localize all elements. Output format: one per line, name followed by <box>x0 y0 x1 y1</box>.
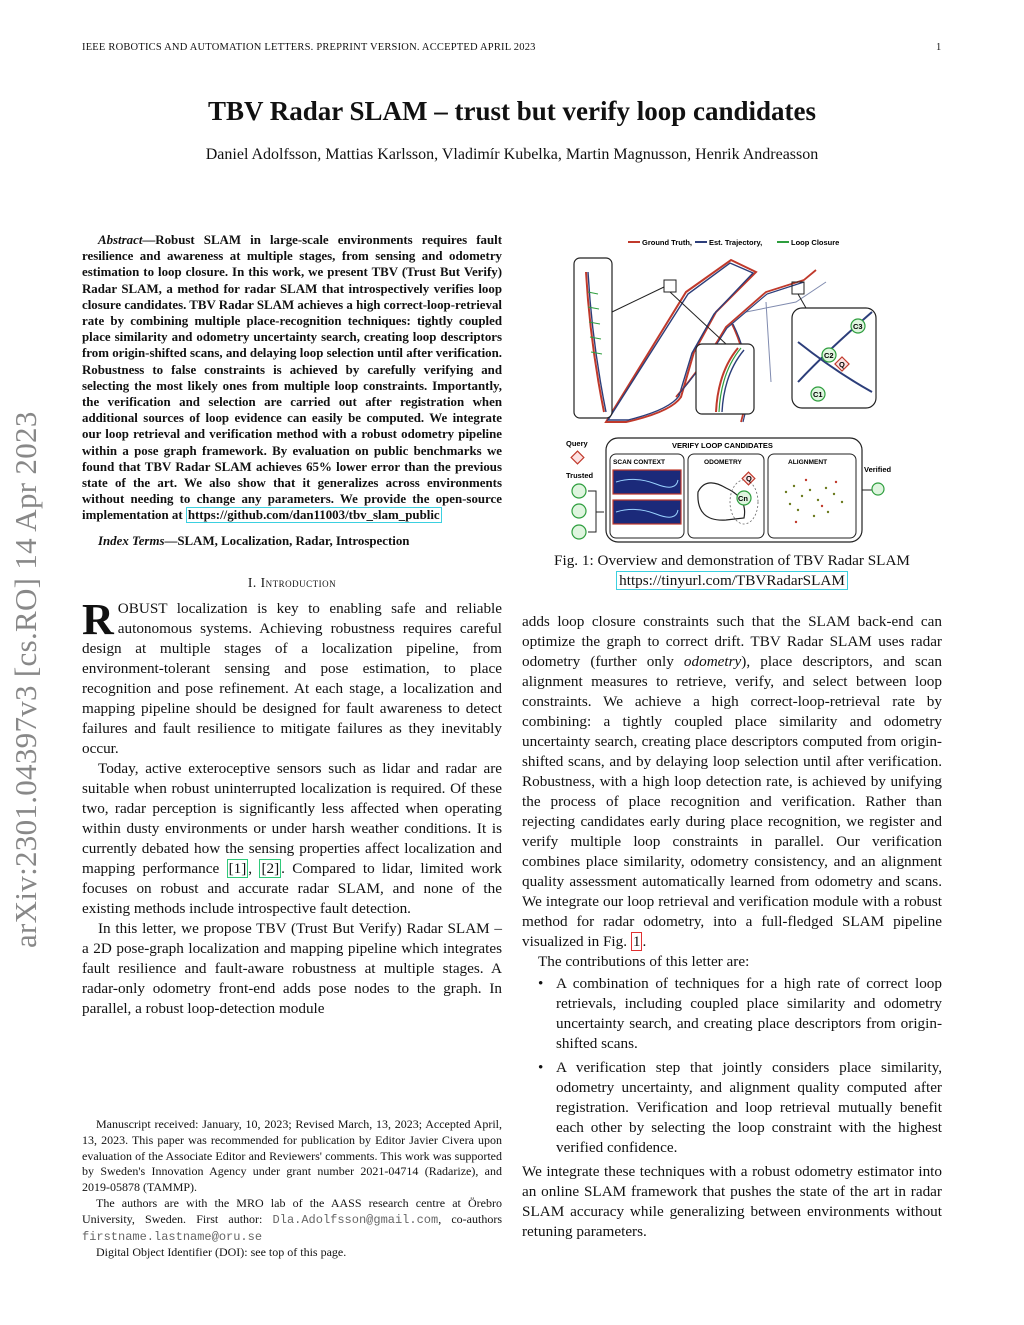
scan-context-label: SCAN CONTEXT <box>613 459 666 466</box>
figure-caption-text: Fig. 1: Overview and demonstration of TBV Radar SLAM <box>554 552 910 569</box>
footnote-manuscript: Manuscript received: January, 10, 2023; Revised March, 13, 2023; Accepted April, 13, 2023. This paper was recommended for publication by Editor Javier Civera upon evaluation of the Associate Editor and Reviewers' comments. This work was supported by Sweden's Innovation Agency under grant number 2021-04714 (Radarize), and 2019-05878 (TAMMP). <box>82 1117 502 1195</box>
index-terms-label: Index Terms <box>98 533 165 548</box>
figure-ref-1[interactable]: 1 <box>632 933 641 950</box>
footnote-doi: Digital Object Identifier (DOI): see top of this page. <box>96 1245 347 1260</box>
alignment-label: ALIGNMENT <box>788 459 828 466</box>
right-p1-emphasis: odometry <box>683 653 742 670</box>
citation-ref-1[interactable]: [1] <box>228 859 247 877</box>
contributions-intro: The contributions of this letter are: <box>538 953 750 970</box>
odometry-cn-label: Cn <box>738 494 748 503</box>
citation-ref-2[interactable]: [2] <box>261 859 280 877</box>
trusted-c3-marker <box>572 525 586 539</box>
intro-paragraph-1 <box>82 594 502 759</box>
trusted-c2-marker <box>572 504 586 518</box>
intro-paragraph-2 <box>82 759 502 919</box>
inset-loop-detail-middle <box>670 292 754 414</box>
legend-ground-truth: Ground Truth, <box>642 238 692 247</box>
contribution-bullet-2: • A verification step that jointly considers place similarity, odometry uncertainty, and alignment quality computed after registration. Verification and loop retrieval mutually benefit each other by selecting the loop constraint with the highest verified confidence. <box>522 1058 942 1158</box>
candidate-c1-label: C1 <box>813 390 823 399</box>
right-paragraph-3: We integrate these techniques with a robust odometry estimator into an online SLAM framework that pushes the state of the art in radar SLAM accuracy while generalizing between environments without retuning parameters. <box>522 1163 942 1240</box>
right-paragraph-1 <box>522 612 942 952</box>
trusted-label: Trusted <box>566 471 594 480</box>
candidate-c2-label: C2 <box>824 351 834 360</box>
figure-1 <box>566 232 892 544</box>
email-first-author[interactable]: Dla.Adolfsson@gmail.com <box>272 1212 439 1227</box>
intro-paragraph-3: In this letter, we propose TBV (Trust But Verify) Radar SLAM – a 2D pose-graph localization and mapping pipeline which integrates fault resilience and fault-aware robustness at multiple stages. A radar-only odometry front-end adds pose nodes to the graph. In parallel, a robust loop-detection module <box>82 919 502 1017</box>
verify-loop-candidates-panel <box>566 438 892 542</box>
footnote-affiliation-text: The authors are with the MRO lab of the AASS research centre at Örebro University, Sweden. First author: <box>82 1195 502 1226</box>
intro-p2-text-c: . Compared to lidar, limited work focuses on robust and accurate radar SLAM, and none of the existing methods include introspective fault detection. <box>82 859 502 917</box>
intro-p2-text-a: Today, active exteroceptive sensors such as lidar and radar are suitable when robust uninterrupted localization is required. Of these two, radar perception is significantly less affected when operating within dusty environments or under harsh weather conditions. It is currently debated how the sensing properties affect localization and mapping performance <box>82 759 502 877</box>
email-coauthors[interactable]: firstname.lastname@oru.se <box>82 1229 263 1244</box>
abstract-dash: — <box>142 233 156 247</box>
legend-loop-closure: Loop Closure <box>791 238 840 247</box>
arxiv-stamp: arXiv:2301.04397v3 [cs.RO] 14 Apr 2023 <box>8 411 43 948</box>
github-link[interactable]: https://github.com/dan11003/tbv_slam_public <box>187 508 440 523</box>
verify-title: VERIFY LOOP CANDIDATES <box>672 441 773 450</box>
right-column <box>522 612 942 1242</box>
abstract-text: Robust SLAM in large-scale environments requires fault resilience and awareness at multiple stages, from sensing and odometry estimation to loop closure. In this work, we present TBV (Trust But Verify) Radar SLAM, a method for radar SLAM that introspectively verifies loop closure candidates. TBV Radar SLAM achieves a high correct-loop-retrieval rate by combining multiple place-recognition techniques: tightly coupled place similarity and odometry uncertainty search, creating loop descriptors from origin-shifted scans, and delaying loop selection until after verification. Robustness to false constraints is achieved by carefully verifying and selecting the most likely ones from multiple loop constraints. Importantly, the verification and selection are carried out after registration when additional sources of loop evidence can easily be computed. We integrate our loop retrieval and verification method with a robust odometry pipeline within a pose graph framework. By evaluation on public benchmarks we found that TBV Radar SLAM achieves 65% lower error than the previous state of the art. We also show that it generalizes across environments without needing to change any parameters. We provide the open-source implementation at <box>82 233 502 523</box>
contribution-bullet-1: • A combination of techniques for a high rate of correct loop retrievals, including coupled place similarity and odometry uncertainty search, and creating place descriptors from origin-shifted scans. <box>522 974 942 1054</box>
left-column <box>82 232 502 1019</box>
odometry-label: ODOMETRY <box>704 459 742 466</box>
footnote-affiliation <box>82 1196 502 1245</box>
abstract-label: Abstract <box>98 233 143 247</box>
odometry-query-label: Q <box>746 474 752 483</box>
figure-caption-link[interactable]: https://tinyurl.com/TBVRadarSLAM <box>616 571 848 590</box>
right-p1-text-c: . <box>642 933 647 950</box>
inset-loop-detail-left <box>574 258 664 418</box>
intro-p2-text-b: , <box>248 859 260 877</box>
candidate-c3-label: C3 <box>853 322 863 331</box>
paper-title: TBV Radar SLAM – trust but verify loop candidates <box>207 96 817 126</box>
author-list: Daniel Adolfsson, Mattias Karlsson, Vladimír Kubelka, Martin Magnusson, Henrik Andreasson <box>205 146 819 163</box>
verified-label: Verified <box>864 465 892 474</box>
abstract <box>82 232 502 524</box>
query-q-label: Q <box>839 360 845 369</box>
inset-candidate-detail <box>792 294 876 408</box>
index-terms <box>82 534 502 549</box>
index-terms-text: —SLAM, Localization, Radar, Introspection <box>164 533 410 548</box>
footnote-coauthors-text: , co-authors <box>438 1211 503 1226</box>
scan-context-image-1 <box>613 470 681 494</box>
page-number: 1 <box>936 42 942 53</box>
trusted-c1-marker <box>572 484 586 498</box>
scan-context-image-2 <box>613 500 681 524</box>
query-input-marker <box>571 451 584 464</box>
intro-p1-text: OBUST localization is key to enabling safe and reliable autonomous systems. Achieving robustness requires careful design at multiple stages of a localization pipeline, from environment-tolerant sensing and pose estimation, to place recognition and pose refinement. At each stage, a localization and mapping pipeline should be designed for fault awareness to detect failures and fault resilience to mitigate failures as they inevitably occur. <box>82 599 502 757</box>
figure-1-caption <box>522 551 942 591</box>
right-p1-text-a: adds loop closure constraints such that the SLAM back-end can optimize the graph to correct drift. TBV Radar SLAM uses radar odometry (further only <box>522 613 942 670</box>
figure-1-diagram <box>566 232 892 544</box>
query-label: Query <box>566 439 588 448</box>
legend-est-trajectory: Est. Trajectory, <box>709 238 763 247</box>
running-header: IEEE ROBOTICS AND AUTOMATION LETTERS. PREPRINT VERSION. ACCEPTED APRIL 2023 <box>82 42 536 53</box>
dropcap-letter: R <box>82 594 114 644</box>
section-heading-introduction: I. Introduction <box>247 574 337 590</box>
footnotes <box>82 1117 502 1261</box>
right-p1-text-b: ), place descriptors, and scan alignment measures to retrieve, verify, and select between loop constraints. We achieve a high correct-loop-retrieval rate by combining: a tightly coupled place similarity and odometry uncertainty search, creating place descriptors computed from origin-shifted scans, and by delaying loop selection until after verification. Robustness, with a high loop detection rate, is achieved by unifying the process of place recognition and verification. Rather than rejecting candidates early during place recognition, we register and verify multiple loop constraints in parallel. Our verification combines place similarity, odometry consistency, and an alignment quality assessment automatically learned from odometry and scans. We integrate our loop retrieval and verification module with a robust method for radar odometry, into a full-fledged SLAM pipeline visualized in Fig. <box>522 653 942 950</box>
verified-c2-marker <box>872 483 884 495</box>
